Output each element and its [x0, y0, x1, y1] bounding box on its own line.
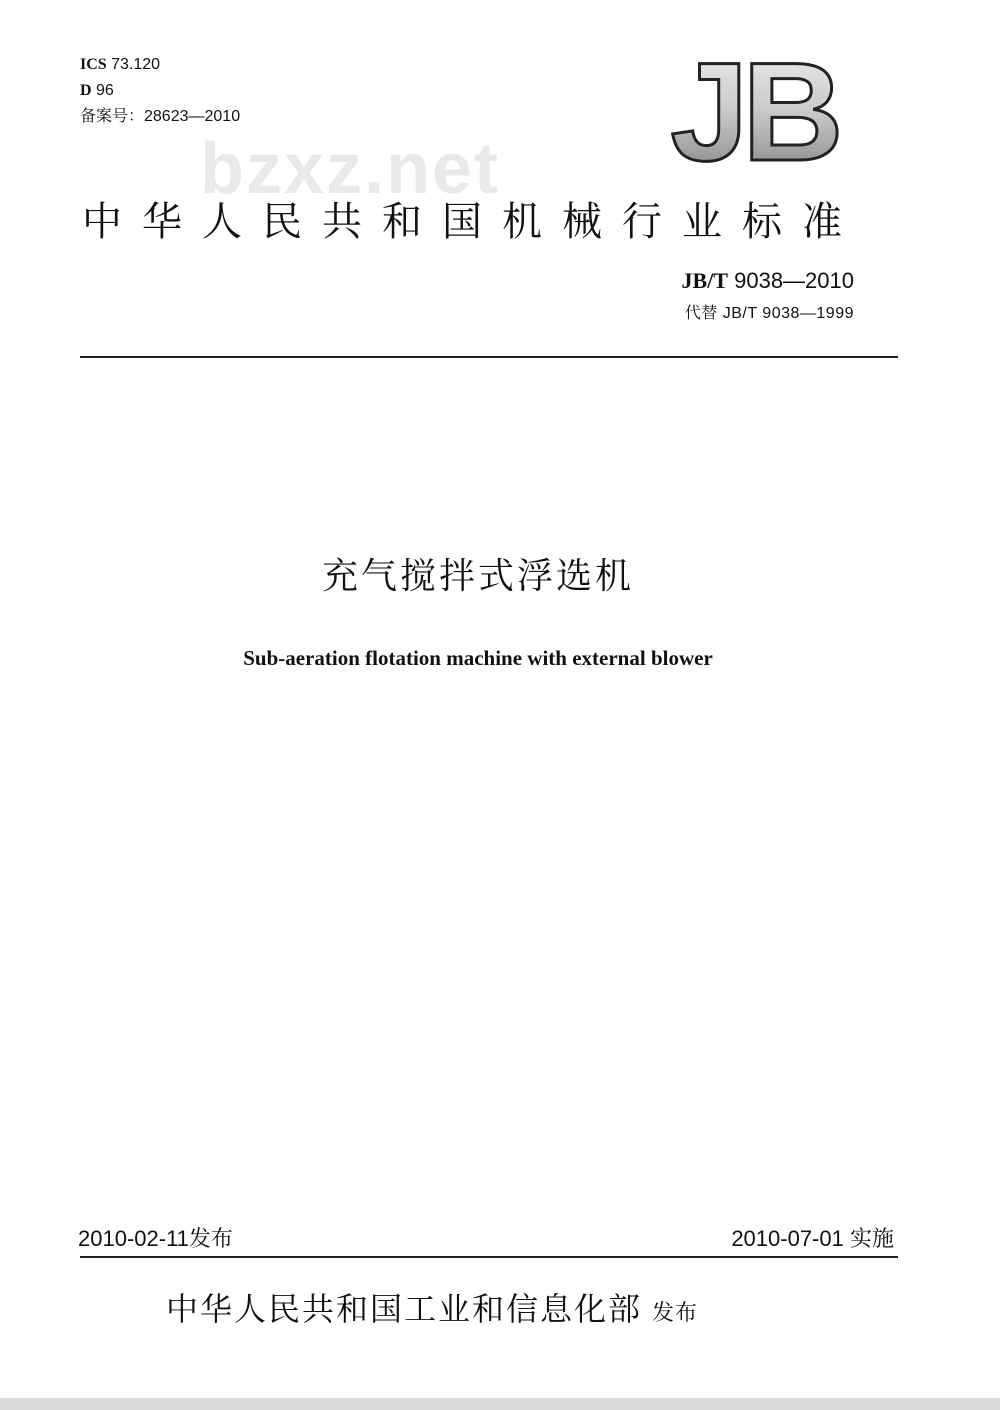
classification-codes — [80, 52, 240, 130]
standard-code-number: 9038—2010 — [734, 268, 854, 293]
issue-date — [78, 1222, 233, 1253]
publisher-name: 中华人民共和国工业和信息化部 — [166, 1291, 643, 1327]
standard-code-prefix: JB/T — [681, 268, 728, 293]
ccs-label: D — [80, 82, 92, 99]
implementation-date — [731, 1222, 894, 1253]
page-bottom-strip — [0, 1398, 1000, 1410]
jb-logo — [662, 42, 852, 172]
ics-value: 73.120 — [111, 56, 161, 73]
record-number: 备案号：28623—2010 — [80, 108, 241, 125]
document-title-english: Sub-aeration flotation machine with external blower — [243, 646, 713, 670]
document-title-chinese: 充气搅拌式浮选机 — [321, 555, 634, 596]
implementation-date-value: 2010-07-01 — [731, 1226, 844, 1251]
jb-logo-text: JB — [670, 42, 838, 172]
industry-standard-title: 中华人民共和国机械行业标准 — [82, 200, 862, 244]
issue-date-value: 2010-02-11 — [78, 1226, 189, 1251]
publisher — [166, 1284, 698, 1330]
watermark-text: bzxz.net — [200, 129, 501, 209]
ics-label: ICS — [80, 56, 107, 73]
publisher-suffix: 发布 — [652, 1300, 699, 1325]
standard-number — [682, 268, 854, 294]
issue-date-label: 发布 — [188, 1226, 233, 1251]
ics-line — [80, 52, 240, 78]
top-divider — [80, 356, 898, 358]
implementation-date-label: 实施 — [849, 1226, 894, 1251]
ccs-line — [80, 78, 240, 104]
replaces-standard: 代替 JB/T 9038—1999 — [684, 305, 854, 322]
bottom-divider — [80, 1256, 898, 1258]
ccs-value: 96 — [96, 82, 114, 99]
